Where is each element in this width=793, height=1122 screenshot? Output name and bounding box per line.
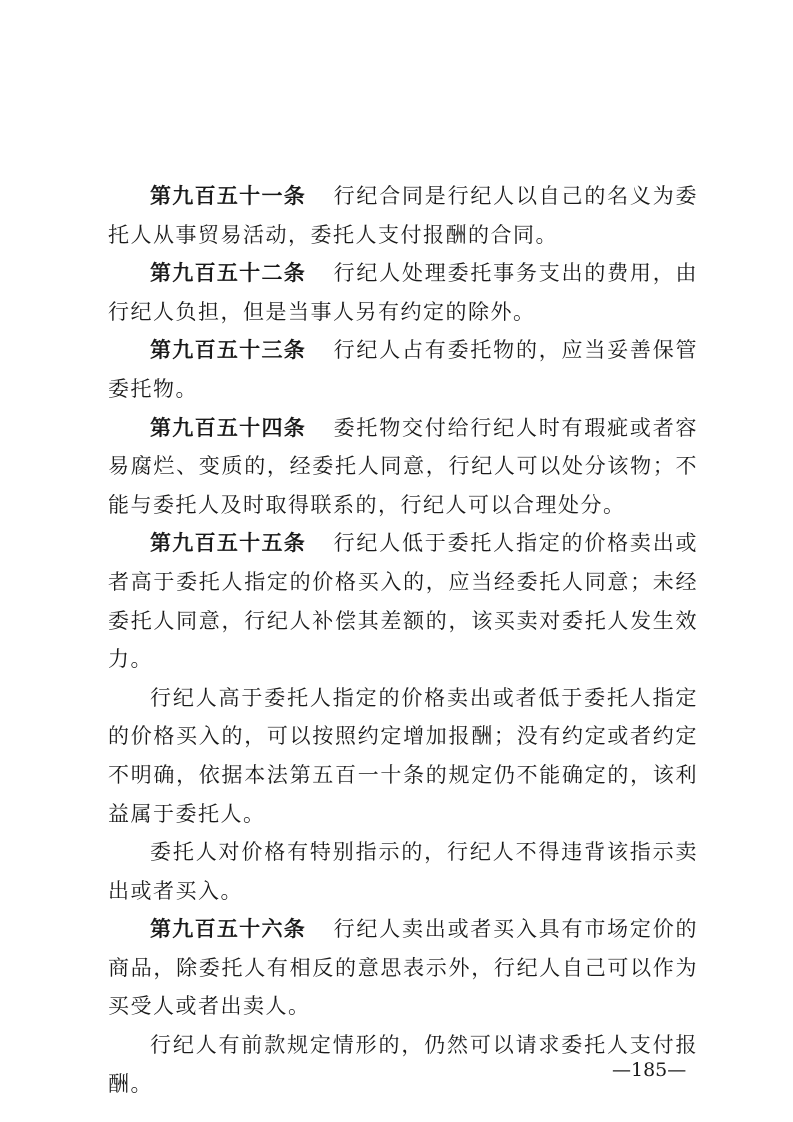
article-text: 行纪人处理委托事务支出的费用，由行纪人负担，但是当事人另有约定的除外。: [108, 261, 699, 324]
article-text: 行纪人低于委托人指定的价格卖出或者高于委托人指定的价格买入的，应当经委托人同意；未经委托人同意，行纪人补偿其差额的，该买卖对委托人发生效力。: [108, 531, 699, 672]
article-number: 第九百五十四条: [150, 415, 307, 440]
article-952: [108, 254, 698, 331]
article-number: 第九百五十五条: [150, 531, 307, 556]
article-number: 第九百五十六条: [150, 917, 307, 942]
article-text: 行纪人卖出或者买入具有市场定价的商品，除委托人有相反的意思表示外，行纪人自己可以作为买受人或者出卖人。: [108, 917, 699, 1019]
article-text: 行纪合同是行纪人以自己的名义为委托人从事贸易活动，委托人支付报酬的合同。: [108, 184, 699, 247]
article-954: [108, 409, 698, 525]
article-951: [108, 177, 698, 254]
article-953: [108, 331, 698, 408]
article-955-paragraph-2: 行纪人高于委托人指定的价格卖出或者低于委托人指定的价格买入的，可以按照约定增加报酬；没有约定或者约定不明确，依据本法第五百一十条的规定仍不能确定的，该利益属于委托人。: [108, 685, 698, 826]
article-956: [108, 910, 698, 1026]
article-text: 行纪人占有委托物的，应当妥善保管委托物。: [108, 338, 699, 401]
document-body: [108, 177, 698, 1103]
article-number: 第九百五十二条: [150, 261, 307, 286]
article-955: [108, 524, 698, 678]
article-956-paragraph-2: 行纪人有前款规定情形的，仍然可以请求委托人支付报酬。: [108, 1033, 698, 1096]
article-955-paragraph-3: 委托人对价格有特别指示的，行纪人不得违背该指示卖出或者买入。: [108, 840, 698, 903]
page-number: —185—: [612, 1059, 687, 1081]
article-text: 委托物交付给行纪人时有瑕疵或者容易腐烂、变质的，经委托人同意，行纪人可以处分该物；不能与委托人及时取得联系的，行纪人可以合理处分。: [108, 415, 699, 517]
article-number: 第九百五十三条: [150, 338, 307, 363]
article-number: 第九百五十一条: [150, 184, 307, 208]
